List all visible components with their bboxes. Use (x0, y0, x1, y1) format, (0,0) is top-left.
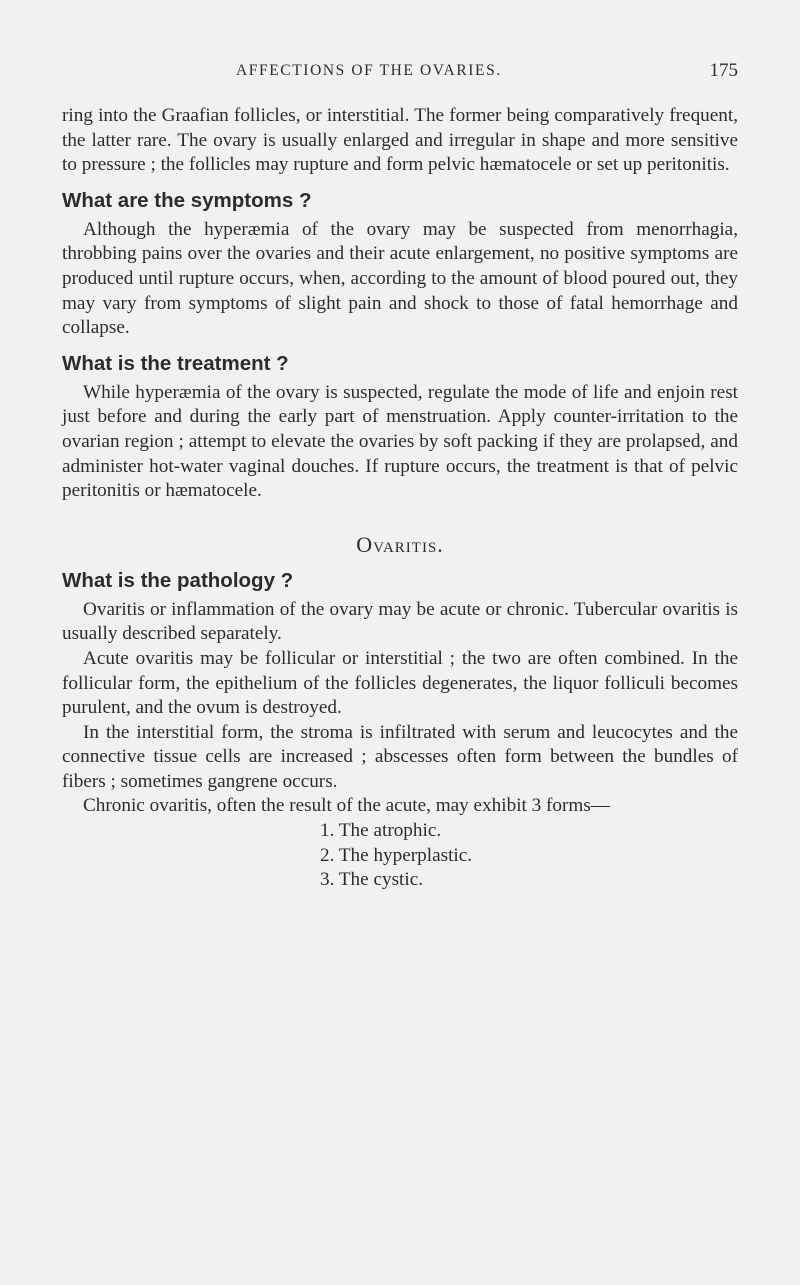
forms-list (62, 819, 738, 893)
page-body (62, 104, 738, 893)
page-number: 175 (709, 60, 738, 81)
paragraph-pathology-4: Chronic ovaritis, often the result of the acute, may exhibit 3 forms— (83, 795, 610, 817)
paragraph-pathology-3: In the interstitial form, the stroma is infiltrated with serum and leucocytes and the connective tissue cells are increased ; abscesses often form between the bundles of fibers ; sometimes gangrene occurs. (62, 721, 738, 792)
running-title: AFFECTIONS OF THE OVARIES. (236, 62, 502, 79)
heading-treatment: What is the treatment ? (62, 351, 289, 375)
running-head (62, 62, 738, 86)
paragraph-pathology-2: Acute ovaritis may be follicular or interstitial ; the two are often combined. In the follicular form, the epithelium of the follicles degenerates, the liquor folliculi becomes purulent, and the ovum is destroyed. (62, 647, 738, 719)
paragraph-pathology-1: Ovaritis or inflammation of the ovary may be acute or chronic. Tubercular ovaritis is usually described separately. (62, 598, 738, 645)
paragraph-treatment: While hyperæmia of the ovary is suspected, regulate the mode of life and enjoin rest just before and during the early part of menstruation. Apply counter-irritation to the ovarian region ; attempt to elevate the ovaries by soft packing if they are prolapsed, and administer hot-water vaginal douches. If rupture occurs, the treatment is that of pelvic peritonitis or hæmatocele. (62, 381, 738, 502)
list-item: 2. The hyperplastic. (320, 844, 473, 866)
heading-symptoms: What are the symptoms ? (62, 188, 312, 212)
paragraph-symptoms: Although the hyperæmia of the ovary may be suspected from menorrhagia, throbbing pains over the ovaries and their acute enlargement, no positive symptoms are produced until rupture occurs, when, according to the amount of blood poured out, they may vary from symptoms of slight pain and shock to those of fatal hemorrhage and collapse. (62, 218, 738, 339)
paragraph-continuation: ring into the Graafian follicles, or interstitial. The former being comparatively frequent, the latter rare. The ovary is usually enlarged and irregular in shape and more sensitive to pressure ; the follicles may rupture and form pelvic hæmatocele or set up peritonitis. (62, 105, 738, 176)
list-item: 1. The atrophic. (320, 820, 442, 842)
section-title: Ovaritis. (356, 531, 444, 557)
heading-pathology: What is the pathology ? (62, 568, 294, 592)
list-item: 3. The cystic. (320, 869, 424, 891)
